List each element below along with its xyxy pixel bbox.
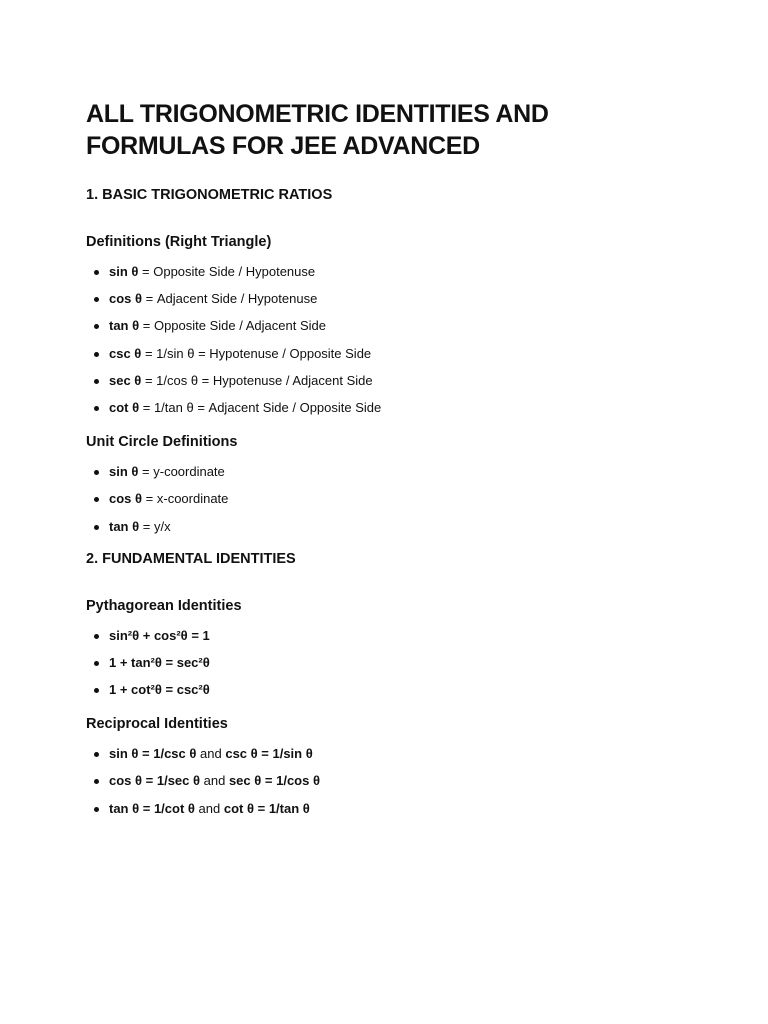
list-item xyxy=(86,745,686,772)
joiner: and xyxy=(194,800,224,816)
list-item xyxy=(86,345,686,372)
joiner: and xyxy=(196,746,226,762)
definition: = 1/cos θ = Hypotenuse / Adjacent Side xyxy=(141,372,373,388)
subsection-heading-unit-circle: Unit Circle Definitions xyxy=(86,434,238,451)
formula-a: tan θ = 1/cot θ xyxy=(109,800,195,816)
formula: 1 + tan²θ = sec²θ xyxy=(109,654,210,670)
term: cot θ xyxy=(109,399,140,415)
formula-b: csc θ = 1/sin θ xyxy=(225,746,313,762)
list-item xyxy=(86,490,686,517)
list-item xyxy=(86,681,686,708)
list-item xyxy=(86,263,686,290)
term: sin θ xyxy=(109,464,139,480)
term: cos θ xyxy=(109,291,143,307)
formula: 1 + cot²θ = csc²θ xyxy=(109,682,210,698)
definition: = y-coordinate xyxy=(138,464,225,480)
definition: = Adjacent Side / Hypotenuse xyxy=(142,291,318,307)
reciprocal-identities-list xyxy=(86,745,686,827)
list-item xyxy=(86,399,686,426)
document-page xyxy=(86,98,686,827)
formula-b: cot θ = 1/tan θ xyxy=(223,800,310,816)
list-item xyxy=(86,772,686,799)
list-item xyxy=(86,290,686,317)
right-triangle-definitions-list xyxy=(86,263,686,426)
formula: sin²θ + cos²θ = 1 xyxy=(109,627,210,643)
section-heading-basic-ratios: 1. BASIC TRIGONOMETRIC RATIOS xyxy=(86,187,333,203)
definition: = x-coordinate xyxy=(142,491,229,507)
formula-a: sin θ = 1/csc θ xyxy=(109,746,197,762)
unit-circle-definitions-list xyxy=(86,463,686,545)
list-item xyxy=(86,800,686,827)
list-item xyxy=(86,627,686,654)
subsection-heading-pythagorean: Pythagorean Identities xyxy=(86,597,242,614)
definition: = 1/sin θ = Hypotenuse / Opposite Side xyxy=(141,345,372,361)
term: tan θ xyxy=(109,318,140,334)
formula-b: sec θ = 1/cos θ xyxy=(228,773,320,789)
definition: = Opposite Side / Adjacent Side xyxy=(139,318,326,334)
list-item xyxy=(86,372,686,399)
term: tan θ xyxy=(109,518,140,534)
list-item xyxy=(86,654,686,681)
list-item xyxy=(86,317,686,344)
formula-a: cos θ = 1/sec θ xyxy=(109,773,201,789)
pythagorean-identities-list xyxy=(86,627,686,709)
joiner: and xyxy=(200,773,229,789)
definition: = y/x xyxy=(139,518,171,534)
definition: = 1/tan θ = Adjacent Side / Opposite Side xyxy=(139,399,382,415)
term: cos θ xyxy=(109,491,143,507)
definition: = Opposite Side / Hypotenuse xyxy=(138,264,316,279)
subsection-heading-reciprocal: Reciprocal Identities xyxy=(86,716,228,733)
section-heading-fundamental-identities: 2. FUNDAMENTAL IDENTITIES xyxy=(86,550,296,567)
term: sec θ xyxy=(109,372,142,388)
subsection-heading-right-triangle: Definitions (Right Triangle) xyxy=(86,234,272,250)
list-item xyxy=(86,518,686,545)
list-item xyxy=(86,463,686,490)
term: csc θ xyxy=(109,345,142,361)
document-title: ALL TRIGONOMETRIC IDENTITIES AND FORMULAS FOR JEE ADVANCED xyxy=(86,100,549,160)
term: sin θ xyxy=(109,264,139,279)
